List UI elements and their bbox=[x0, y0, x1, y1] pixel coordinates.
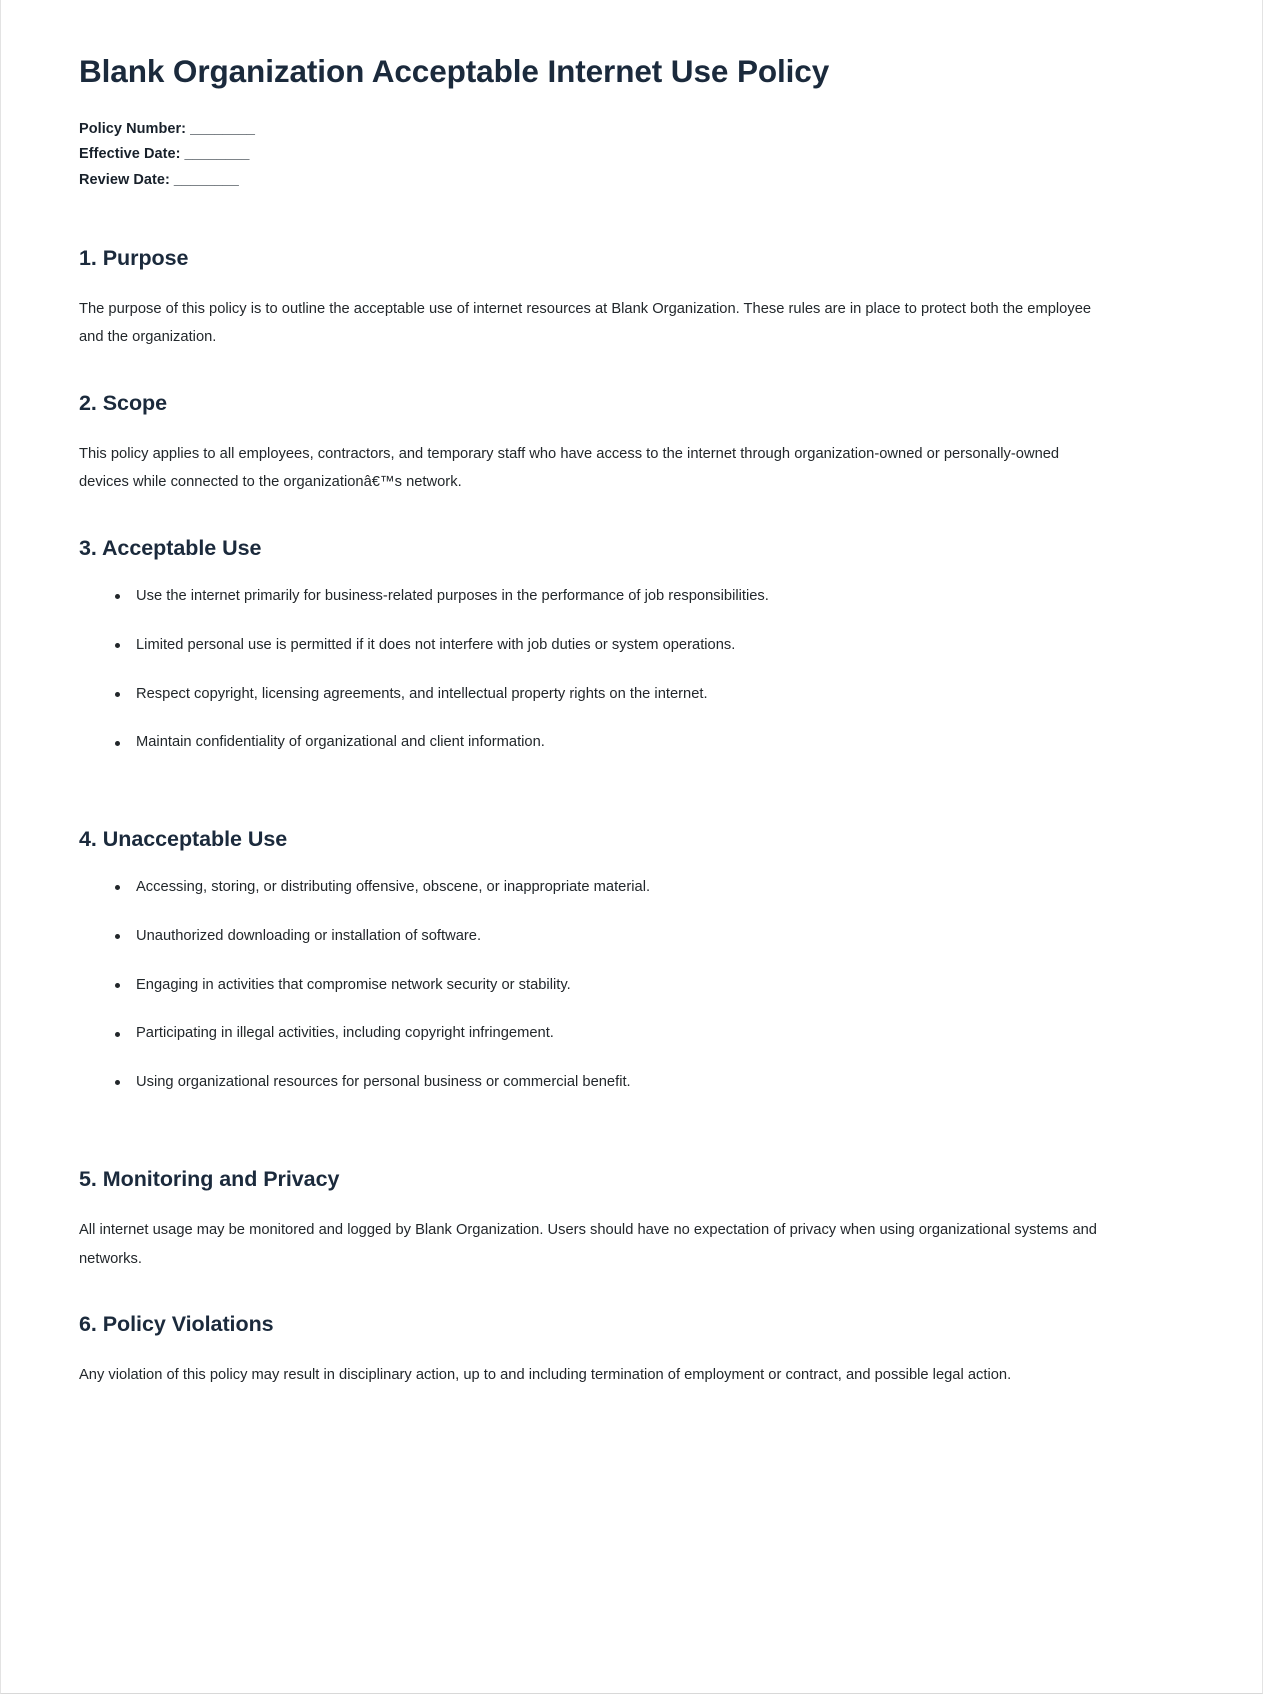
section-heading-policy-violations: 6. Policy Violations bbox=[79, 1312, 274, 1337]
list-item bbox=[115, 731, 1099, 754]
bullet-icon bbox=[115, 692, 120, 697]
document-content bbox=[79, 52, 1099, 1428]
section-purpose bbox=[79, 245, 1099, 352]
list-item bbox=[115, 585, 1099, 608]
section-heading-monitoring-and-privacy: 5. Monitoring and Privacy bbox=[79, 1167, 340, 1192]
list-item-label: Accessing, storing, or distributing offensive, obscene, or inappropriate material. bbox=[136, 879, 651, 896]
list-item bbox=[115, 634, 1099, 657]
list-item-label: Limited personal use is permitted if it does not interfere with job duties or system operations. bbox=[136, 636, 736, 653]
list-item bbox=[115, 683, 1099, 706]
bullet-icon bbox=[115, 934, 120, 939]
section-paragraph-scope: This policy applies to all employees, contractors, and temporary staff who have access to the internet through organization-owned or personally-owned devices while connected to the organizationâ€™s network. bbox=[79, 445, 1060, 491]
section-heading-unacceptable-use: 4. Unacceptable Use bbox=[79, 827, 288, 852]
bullet-icon bbox=[115, 594, 120, 599]
page-title: Blank Organization Acceptable Internet Use Policy bbox=[79, 53, 830, 89]
bullet-icon bbox=[115, 1080, 120, 1085]
policy-number-line: Policy Number: ________ bbox=[79, 121, 256, 138]
list-item bbox=[115, 925, 1099, 948]
list-item bbox=[115, 876, 1099, 899]
bullet-icon bbox=[115, 741, 120, 746]
list-item bbox=[115, 974, 1099, 997]
list-item bbox=[115, 1022, 1099, 1045]
bullet-icon bbox=[115, 885, 120, 890]
bullet-icon bbox=[115, 643, 120, 648]
section-paragraph-monitoring-and-privacy: All internet usage may be monitored and logged by Blank Organization. Users should have no expectation of privacy when using organizational systems and networks. bbox=[79, 1221, 1097, 1267]
list-item-label: Unauthorized downloading or installation of software. bbox=[136, 927, 482, 944]
unacceptable-use-list bbox=[79, 876, 1099, 1094]
policy-metadata bbox=[79, 117, 1099, 192]
section-heading-purpose: 1. Purpose bbox=[79, 245, 189, 270]
section-monitoring-and-privacy bbox=[79, 1166, 1099, 1273]
section-paragraph-purpose: The purpose of this policy is to outline the acceptable use of internet resources at Blank Organization. These rules are in place to protect both the employee and the organization. bbox=[79, 300, 1092, 346]
list-item-label: Use the internet primarily for business-related purposes in the performance of job responsibilities. bbox=[136, 588, 769, 605]
review-date-line: Review Date: ________ bbox=[79, 171, 239, 188]
list-item-label: Respect copyright, licensing agreements, and intellectual property rights on the internet. bbox=[136, 685, 708, 702]
list-item bbox=[115, 1071, 1099, 1094]
list-item-label: Engaging in activities that compromise network security or stability. bbox=[136, 976, 571, 993]
effective-date-line: Effective Date: ________ bbox=[79, 146, 250, 163]
acceptable-use-list bbox=[79, 585, 1099, 754]
section-heading-acceptable-use: 3. Acceptable Use bbox=[79, 536, 262, 561]
section-paragraph-policy-violations: Any violation of this policy may result in disciplinary action, up to and including termination of employment or contract, and possible legal action. bbox=[79, 1367, 1012, 1384]
section-scope bbox=[79, 390, 1099, 497]
bullet-icon bbox=[115, 1032, 120, 1037]
spacer bbox=[79, 792, 1099, 826]
section-acceptable-use bbox=[79, 535, 1099, 754]
list-item-label: Maintain confidentiality of organizational and client information. bbox=[136, 734, 545, 751]
section-unacceptable-use bbox=[79, 826, 1099, 1094]
bullet-icon bbox=[115, 983, 120, 988]
section-heading-scope: 2. Scope bbox=[79, 390, 168, 415]
section-policy-violations bbox=[79, 1311, 1099, 1390]
spacer bbox=[79, 1132, 1099, 1166]
list-item-label: Using organizational resources for personal business or commercial benefit. bbox=[136, 1074, 631, 1091]
list-item-label: Participating in illegal activities, including copyright infringement. bbox=[136, 1025, 554, 1042]
